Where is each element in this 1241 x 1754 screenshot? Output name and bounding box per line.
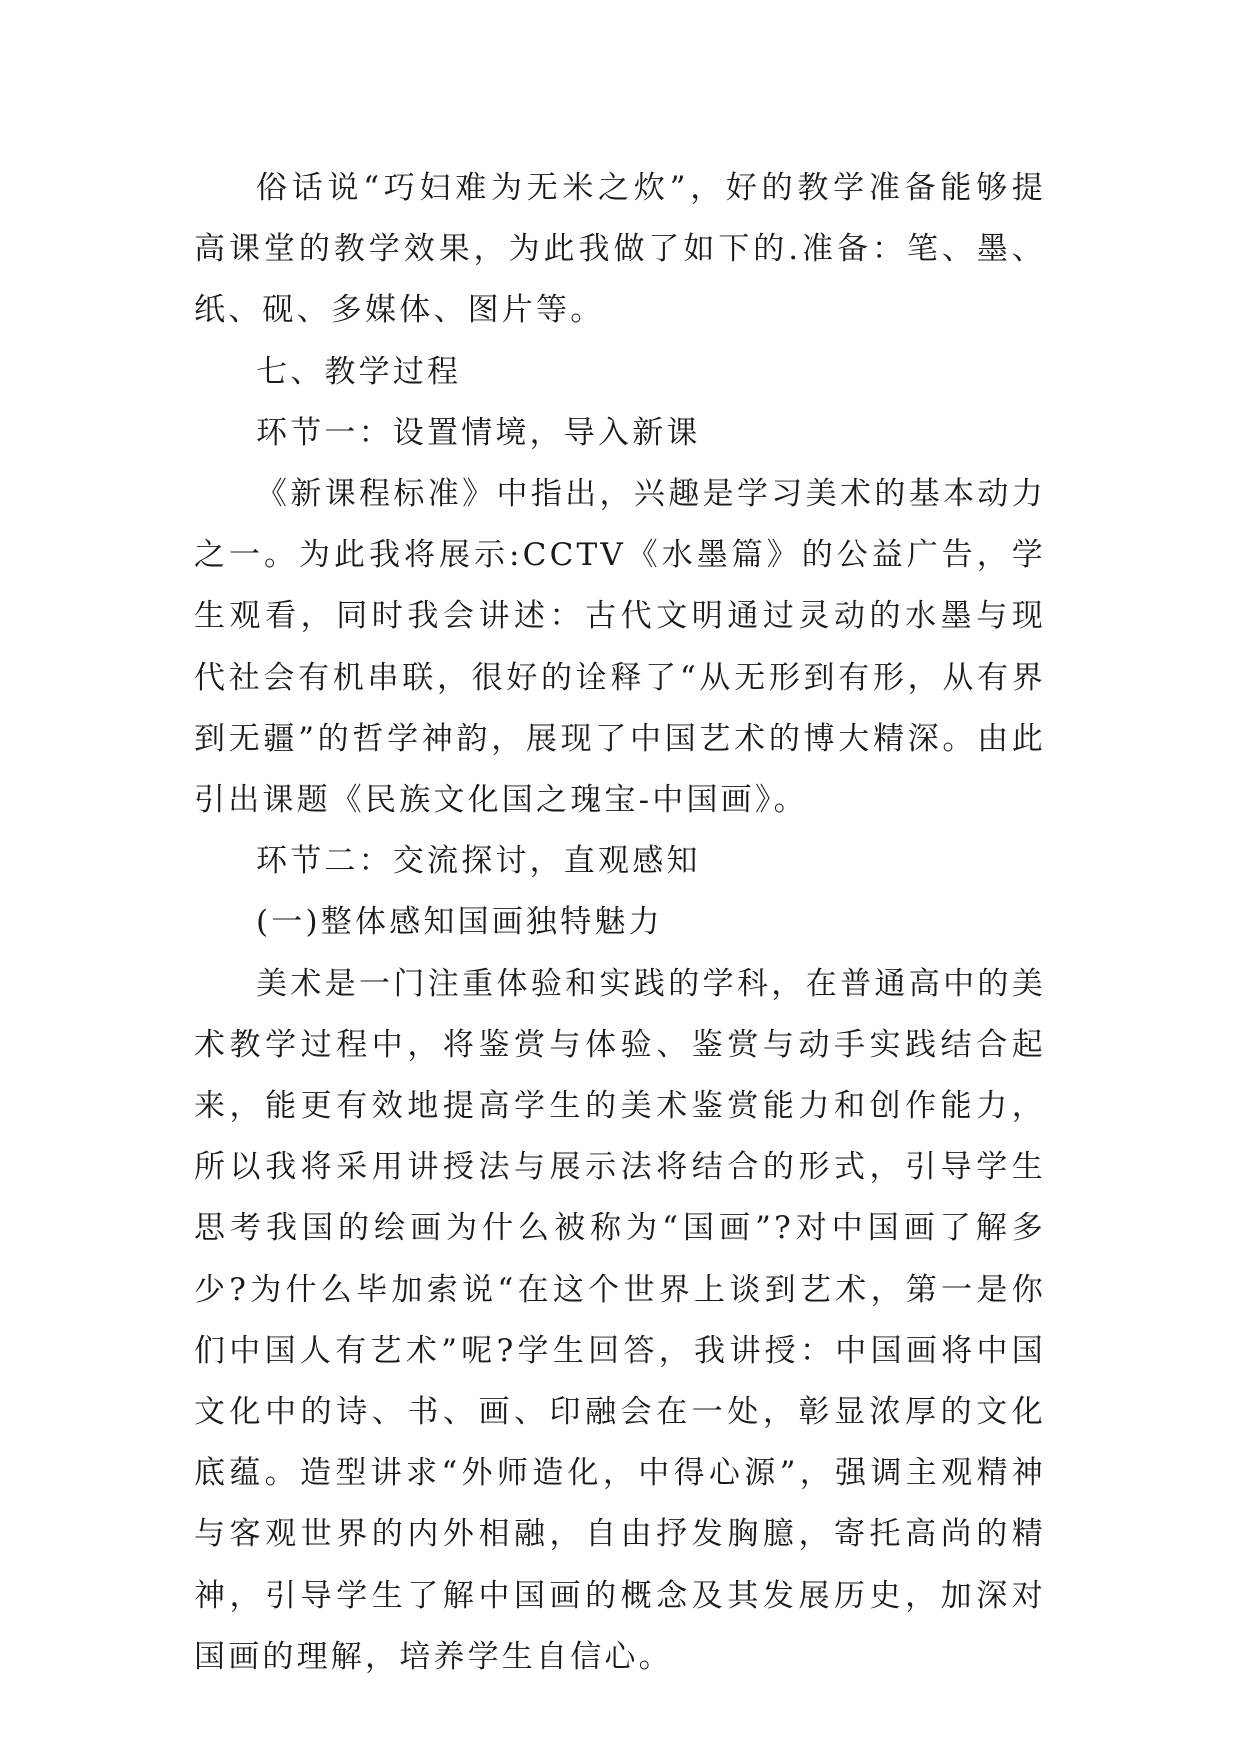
heading-subsection-one: (一)整体感知国画独特魅力 (256, 904, 663, 941)
document-body (194, 158, 1046, 1688)
heading-stage-one: 环节一：设置情境，导入新课 (256, 414, 701, 451)
paragraph-preparation: 俗话说“巧妇难为无米之炊”，好的教学准备能够提高课堂的教学效果，为此我做了如下的.准备：笔、墨、纸、砚、多媒体、图片等。 (194, 170, 1046, 329)
paragraph-stage-one: 《新课程标准》中指出，兴趣是学习美术的基本动力之一。为此我将展示:CCTV《水墨篇》的公益广告，学生观看，同时我会讲述：古代文明通过灵动的水墨与现代社会有机串联，很好的诠释了“从无形到有形，从有界到无疆”的哲学神韵，展现了中国艺术的博大精深。由此引出课题《民族文化国之瑰宝-中国画》。 (194, 476, 1046, 819)
paragraph-subsection-one: 美术是一门注重体验和实践的学科，在普通高中的美术教学过程中，将鉴赏与体验、鉴赏与动手实践结合起来，能更有效地提高学生的美术鉴赏能力和创作能力，所以我将采用讲授法与展示法将结合的形式，引导学生思考我国的绘画为什么被称为“国画”?对中国画了解多少?为什么毕加索说“在这个世界上谈到艺术，第一是你们中国人有艺术”呢?学生回答，我讲授：中国画将中国文化中的诗、书、画、印融会在一处，彰显浓厚的文化底蕴。造型讲求“外师造化，中得心源”，强调主观精神与客观世界的内外相融，自由抒发胸臆，寄托高尚的精神，引导学生了解中国画的概念及其发展历史，加深对国画的理解，培养学生自信心。 (194, 965, 1046, 1675)
heading-teaching-process: 七、教学过程 (256, 353, 462, 390)
heading-stage-two: 环节二：交流探讨，直观感知 (256, 843, 701, 880)
